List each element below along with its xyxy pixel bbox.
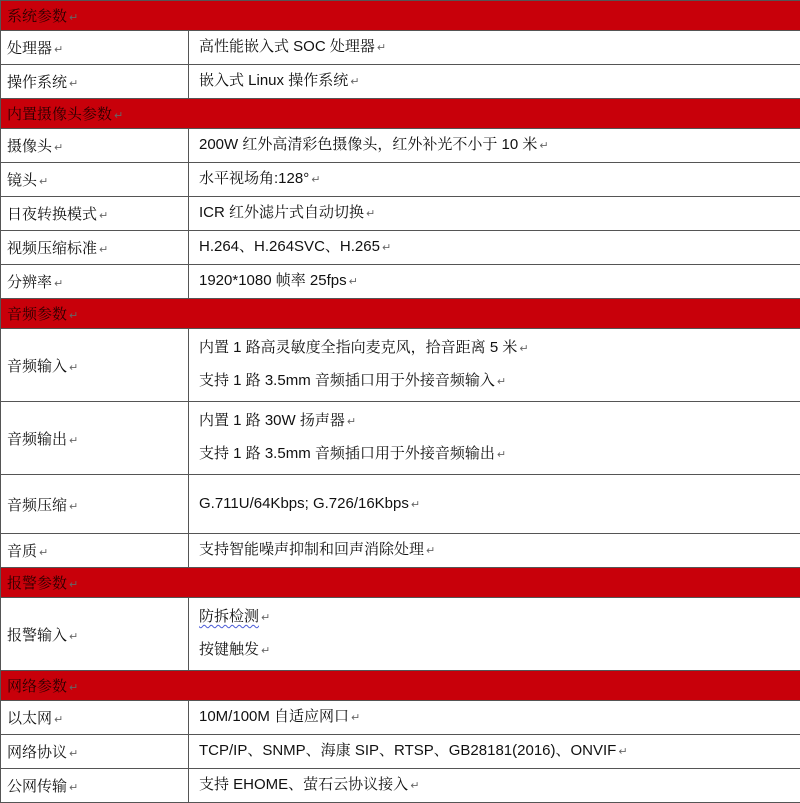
param-value-cell xyxy=(189,735,800,769)
section-title: 音频参数 xyxy=(7,306,67,323)
param-label-cell xyxy=(1,65,189,99)
param-label: 报警输入 xyxy=(7,627,67,644)
param-value: 支持智能噪声抑制和回声消除处理 xyxy=(199,541,424,558)
paragraph-mark-icon: ↵ xyxy=(54,714,63,726)
param-label-cell xyxy=(1,329,189,402)
param-value: 防拆检测 xyxy=(199,608,259,625)
section-title: 网络参数 xyxy=(7,678,67,695)
paragraph-mark-icon: ↵ xyxy=(69,631,78,643)
param-value-cell xyxy=(189,329,800,402)
param-value-line xyxy=(199,31,800,64)
paragraph-mark-icon: ↵ xyxy=(539,140,548,152)
paragraph-mark-icon: ↵ xyxy=(39,547,48,559)
paragraph-mark-icon: ↵ xyxy=(261,645,270,657)
param-value-cell xyxy=(189,701,800,735)
param-label-cell xyxy=(1,129,189,163)
paragraph-mark-icon: ↵ xyxy=(99,244,108,256)
param-value-line xyxy=(199,163,800,196)
paragraph-mark-icon: ↵ xyxy=(69,782,78,794)
paragraph-mark-icon: ↵ xyxy=(411,499,420,511)
paragraph-mark-icon: ↵ xyxy=(618,746,627,758)
param-label: 以太网 xyxy=(7,710,52,727)
param-value-cell xyxy=(189,129,800,163)
section-title: 内置摄像头参数 xyxy=(7,106,112,123)
param-label: 操作系统 xyxy=(7,74,67,91)
param-label-cell xyxy=(1,31,189,65)
paragraph-mark-icon: ↵ xyxy=(351,712,360,724)
section-header xyxy=(1,568,800,598)
param-value-line xyxy=(199,488,800,521)
param-label-cell xyxy=(1,769,189,803)
param-value-cell xyxy=(189,402,800,475)
param-value-line xyxy=(199,197,800,230)
section-header xyxy=(1,1,800,31)
section-header-row xyxy=(1,99,800,129)
param-label: 处理器 xyxy=(7,40,52,57)
section-header-row xyxy=(1,671,800,701)
param-value-line xyxy=(199,534,800,567)
param-value: 10M/100M 自适应网口 xyxy=(199,708,349,725)
param-value: 内置 1 路高灵敏度全指向麦克风，拾音距离 5 米 xyxy=(199,339,517,356)
param-label: 视频压缩标准 xyxy=(7,240,97,257)
paragraph-mark-icon: ↵ xyxy=(69,748,78,760)
paragraph-mark-icon: ↵ xyxy=(54,44,63,56)
table-row xyxy=(1,534,800,568)
param-label: 音频压缩 xyxy=(7,497,67,514)
param-label: 音质 xyxy=(7,543,37,560)
param-value-cell xyxy=(189,31,800,65)
table-row xyxy=(1,329,800,402)
param-label-cell xyxy=(1,163,189,197)
paragraph-mark-icon: ↵ xyxy=(54,142,63,154)
param-value-cell xyxy=(189,534,800,568)
paragraph-mark-icon: ↵ xyxy=(497,449,506,461)
section-title: 报警参数 xyxy=(7,575,67,592)
section-header-row xyxy=(1,1,800,31)
param-label-cell xyxy=(1,701,189,735)
table-row xyxy=(1,129,800,163)
paragraph-mark-icon: ↵ xyxy=(54,278,63,290)
param-label-cell xyxy=(1,197,189,231)
paragraph-mark-icon: ↵ xyxy=(69,78,78,90)
param-label-cell xyxy=(1,402,189,475)
param-value-line xyxy=(199,365,800,398)
param-value: 嵌入式 Linux 操作系统 xyxy=(199,72,348,89)
paragraph-mark-icon: ↵ xyxy=(69,310,78,322)
param-value-line xyxy=(199,634,800,667)
param-label-cell xyxy=(1,598,189,671)
param-value-cell xyxy=(189,197,800,231)
paragraph-mark-icon: ↵ xyxy=(69,12,78,24)
paragraph-mark-icon: ↵ xyxy=(39,176,48,188)
param-label-cell xyxy=(1,475,189,534)
paragraph-mark-icon: ↵ xyxy=(261,612,270,624)
param-value: ICR 红外滤片式自动切换 xyxy=(199,204,364,221)
param-value-line xyxy=(199,769,800,802)
section-header xyxy=(1,99,800,129)
param-value: 按键触发 xyxy=(199,641,259,658)
table-row xyxy=(1,598,800,671)
param-value-line xyxy=(199,735,800,768)
param-label: 日夜转换模式 xyxy=(7,206,97,223)
table-row xyxy=(1,197,800,231)
section-header-row xyxy=(1,568,800,598)
section-title: 系统参数 xyxy=(7,8,67,25)
paragraph-mark-icon: ↵ xyxy=(69,579,78,591)
table-row xyxy=(1,31,800,65)
param-label: 镜头 xyxy=(7,172,37,189)
param-value-line xyxy=(199,701,800,734)
table-row xyxy=(1,701,800,735)
spec-table-body xyxy=(1,1,800,803)
param-label: 音频输出 xyxy=(7,431,67,448)
param-label-cell xyxy=(1,735,189,769)
param-value: TCP/IP、SNMP、海康 SIP、RTSP、GB28181(2016)、ONVIF xyxy=(199,742,616,759)
param-value-line xyxy=(199,405,800,438)
param-value-line xyxy=(199,332,800,365)
table-row xyxy=(1,163,800,197)
param-value: 1920*1080 帧率 25fps xyxy=(199,272,347,289)
table-row xyxy=(1,265,800,299)
param-value: 支持 EHOME、萤石云协议接入 xyxy=(199,776,408,793)
param-label: 摄像头 xyxy=(7,138,52,155)
paragraph-mark-icon: ↵ xyxy=(347,416,356,428)
param-value: 支持 1 路 3.5mm 音频插口用于外接音频输入 xyxy=(199,372,495,389)
param-value-cell xyxy=(189,163,800,197)
paragraph-mark-icon: ↵ xyxy=(426,545,435,557)
section-header xyxy=(1,671,800,701)
table-row xyxy=(1,735,800,769)
param-value-line xyxy=(199,265,800,298)
paragraph-mark-icon: ↵ xyxy=(349,276,358,288)
param-label: 分辨率 xyxy=(7,274,52,291)
param-label: 公网传输 xyxy=(7,778,67,795)
paragraph-mark-icon: ↵ xyxy=(497,376,506,388)
param-value-line xyxy=(199,231,800,264)
table-row xyxy=(1,65,800,99)
param-value: 支持 1 路 3.5mm 音频插口用于外接音频输出 xyxy=(199,445,495,462)
paragraph-mark-icon: ↵ xyxy=(382,242,391,254)
paragraph-mark-icon: ↵ xyxy=(377,42,386,54)
param-label-cell xyxy=(1,265,189,299)
table-row xyxy=(1,231,800,265)
paragraph-mark-icon: ↵ xyxy=(519,343,528,355)
param-value-cell xyxy=(189,265,800,299)
param-value-line xyxy=(199,438,800,471)
paragraph-mark-icon: ↵ xyxy=(366,208,375,220)
param-value: 200W 红外高清彩色摄像头，红外补光不小于 10 米 xyxy=(199,136,537,153)
param-label: 网络协议 xyxy=(7,744,67,761)
param-label-cell xyxy=(1,534,189,568)
paragraph-mark-icon: ↵ xyxy=(311,174,320,186)
paragraph-mark-icon: ↵ xyxy=(69,435,78,447)
paragraph-mark-icon: ↵ xyxy=(69,362,78,374)
paragraph-mark-icon: ↵ xyxy=(114,110,123,122)
table-row xyxy=(1,402,800,475)
param-label-cell xyxy=(1,231,189,265)
param-value-line xyxy=(199,129,800,162)
paragraph-mark-icon: ↵ xyxy=(99,210,108,222)
param-value-cell xyxy=(189,231,800,265)
param-value-cell xyxy=(189,65,800,99)
paragraph-mark-icon: ↵ xyxy=(69,682,78,694)
param-value: 水平视场角:128° xyxy=(199,170,309,187)
param-value-line xyxy=(199,65,800,98)
param-value: H.264、H.264SVC、H.265 xyxy=(199,238,380,255)
param-value-line xyxy=(199,601,800,634)
param-value: G.711U/64Kbps; G.726/16Kbps xyxy=(199,495,409,512)
paragraph-mark-icon: ↵ xyxy=(350,76,359,88)
param-value-cell xyxy=(189,475,800,534)
section-header-row xyxy=(1,299,800,329)
section-header xyxy=(1,299,800,329)
table-row xyxy=(1,769,800,803)
param-label: 音频输入 xyxy=(7,358,67,375)
param-value-cell xyxy=(189,769,800,803)
param-value-cell xyxy=(189,598,800,671)
paragraph-mark-icon: ↵ xyxy=(410,780,419,792)
paragraph-mark-icon: ↵ xyxy=(69,501,78,513)
param-value: 高性能嵌入式 SOC 处理器 xyxy=(199,38,375,55)
param-value: 内置 1 路 30W 扬声器 xyxy=(199,412,345,429)
table-row xyxy=(1,475,800,534)
